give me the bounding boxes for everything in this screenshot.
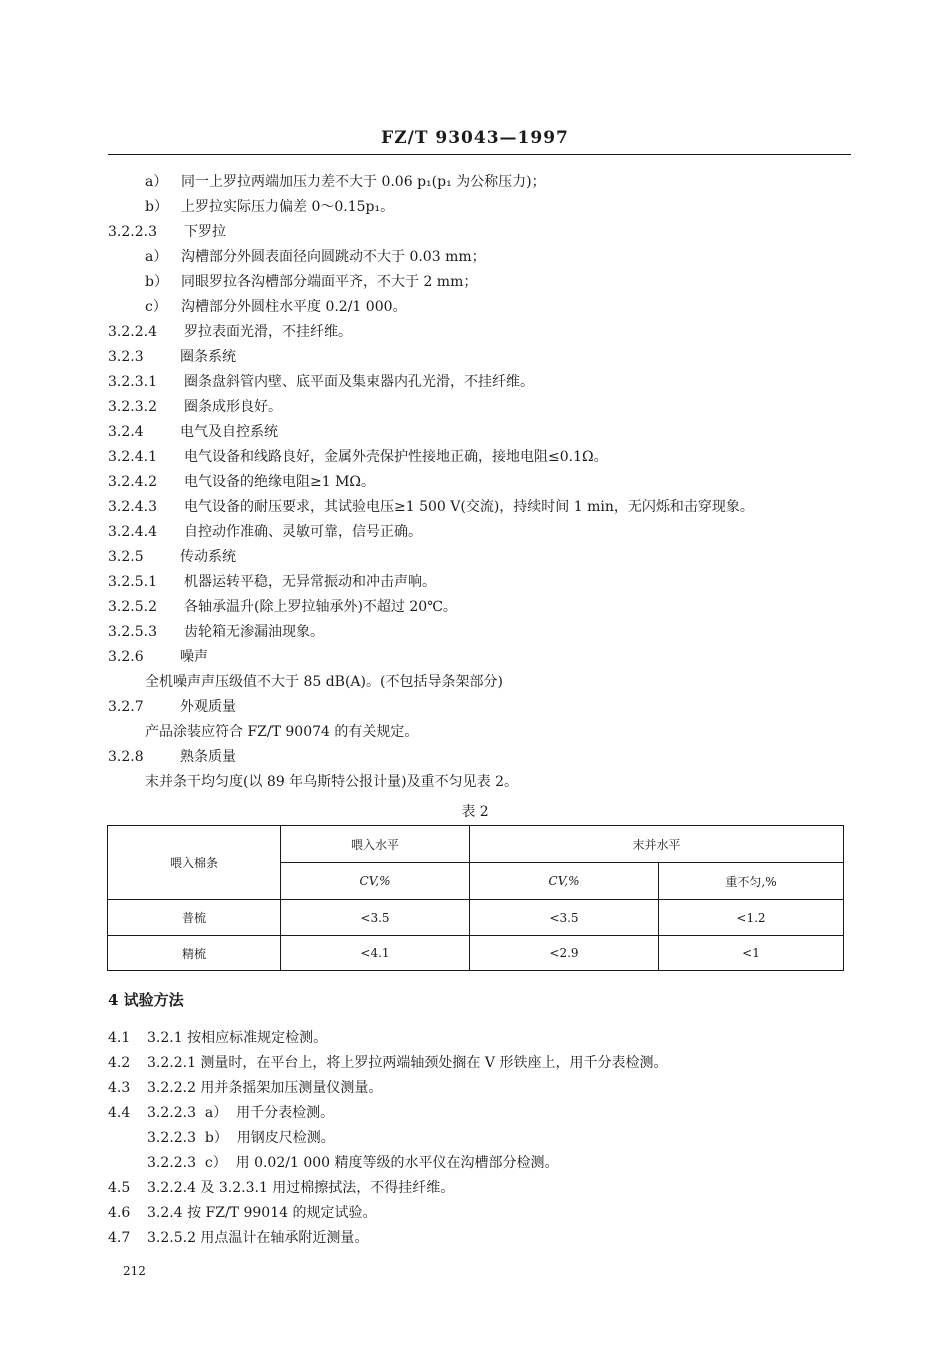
method-text: 3.2.2.3 c） 用 0.02/1 000 精度等级的水平仪在沟槽部分检测。	[147, 1155, 559, 1171]
clause-text: 噪声	[180, 649, 208, 665]
clause-text: 圈条系统	[180, 349, 236, 365]
test-method-item	[108, 1228, 368, 1248]
method-text: 3.2.5.2 用点温计在轴承附近测量。	[147, 1230, 369, 1246]
clause-line	[145, 247, 486, 267]
clause-line	[145, 672, 503, 692]
row-weight: <1	[659, 936, 844, 971]
item-label: b）	[145, 199, 168, 215]
test-method-item	[108, 1203, 376, 1223]
clause-line	[108, 647, 208, 667]
clause-line	[145, 722, 418, 742]
method-text: 3.2.2.2 用并条摇架加压测量仪测量。	[147, 1080, 383, 1096]
clause-number: 3.2.5.1	[108, 574, 157, 590]
clause-number: 3.2.5	[108, 549, 144, 565]
header-rule	[108, 154, 851, 155]
test-method-item	[108, 1153, 559, 1173]
table-subheader-weight: 重不匀,%	[659, 863, 844, 900]
clause-line	[145, 197, 394, 217]
clause-number: 3.2.2.3	[108, 224, 157, 240]
clause-line	[108, 747, 236, 767]
clause-line	[108, 322, 352, 342]
clause-line	[108, 572, 436, 592]
test-method-item	[108, 1053, 667, 1073]
clause-text: 电气及自控系统	[180, 424, 278, 440]
table-subheader-cv: CV,%	[281, 863, 470, 900]
clause-line	[108, 522, 422, 542]
clause-text: 外观质量	[180, 699, 236, 715]
clause-line	[108, 472, 375, 492]
table-header-feed: 喂入棉条	[108, 826, 281, 900]
method-number: 4.3	[108, 1080, 131, 1096]
clause-number: 3.2.4	[108, 424, 144, 440]
method-number: 4.1	[108, 1030, 131, 1046]
clause-text: 圈条盘斜管内壁、底平面及集束器内孔光滑，不挂纤维。	[184, 374, 534, 390]
method-text: 3.2.4 按 FZ/T 99014 的规定试验。	[147, 1205, 377, 1221]
test-method-item	[108, 1128, 335, 1148]
clause-text: 全机噪声声压级值不大于 85 dB(A)。(不包括导条架部分)	[145, 674, 503, 690]
clause-number: 3.2.5.2	[108, 599, 157, 615]
test-method-item	[108, 1178, 454, 1198]
row-weight: <1.2	[659, 900, 844, 936]
row-final-cv: <3.5	[470, 900, 659, 936]
clause-text: 产品涂装应符合 FZ/T 90074 的有关规定。	[145, 724, 419, 740]
clause-text: 电气设备的耐压要求，其试验电压≥1 500 V(交流)，持续时间 1 min，无闪烁和击穿现象。	[184, 499, 754, 515]
clause-line	[108, 622, 324, 642]
method-number: 4.7	[108, 1230, 131, 1246]
clause-text: 自控动作准确、灵敏可靠，信号正确。	[184, 524, 422, 540]
row-final-cv: <2.9	[470, 936, 659, 971]
method-number: 4.5	[108, 1180, 131, 1196]
clause-text: 沟槽部分外圆柱水平度 0.2/1 000。	[181, 299, 407, 315]
item-label: a）	[145, 249, 168, 265]
item-label: c）	[145, 299, 167, 315]
clause-text: 电气设备和线路良好，金属外壳保护性接地正确，接地电阻≤0.1Ω。	[184, 449, 608, 465]
clause-text: 传动系统	[180, 549, 236, 565]
method-text: 3.2.2.3 b） 用钢皮尺检测。	[147, 1130, 335, 1146]
clause-text: 圈条成形良好。	[184, 399, 282, 415]
method-number: 4.6	[108, 1205, 131, 1221]
page-number: 212	[123, 1264, 146, 1278]
clause-number: 3.2.7	[108, 699, 144, 715]
table-subheader-cv: CV,%	[470, 863, 659, 900]
clause-line	[108, 697, 236, 717]
section-4-title: 4 试验方法	[108, 991, 184, 1009]
clause-number: 3.2.4.2	[108, 474, 157, 490]
clause-text: 同眼罗拉各沟槽部分端面平齐，不大于 2 mm；	[181, 274, 478, 290]
item-label: b）	[145, 274, 168, 290]
clause-line	[108, 372, 534, 392]
clause-number: 3.2.3.2	[108, 399, 157, 415]
quality-table	[107, 825, 844, 971]
method-number: 4.2	[108, 1055, 131, 1071]
clause-text: 罗拉表面光滑，不挂纤维。	[184, 324, 352, 340]
test-method-item	[108, 1078, 382, 1098]
clause-line	[145, 172, 546, 192]
clause-number: 3.2.4.1	[108, 449, 157, 465]
item-label: a）	[145, 174, 168, 190]
table-header-feed-level: 喂入水平	[281, 826, 470, 863]
clause-number: 3.2.6	[108, 649, 144, 665]
clause-line	[145, 272, 477, 292]
test-method-item	[108, 1103, 334, 1123]
row-name: 精梳	[108, 936, 281, 971]
clause-line	[108, 422, 278, 442]
clause-number: 3.2.2.4	[108, 324, 157, 340]
row-name: 普梳	[108, 900, 281, 936]
method-text: 3.2.1 按相应标准规定检测。	[147, 1030, 328, 1046]
clause-line	[108, 597, 457, 617]
clause-text: 下罗拉	[184, 224, 226, 240]
standard-code-header: FZ/T 93043—1997	[381, 128, 569, 148]
clause-number: 3.2.8	[108, 749, 144, 765]
clause-text: 末并条干均匀度(以 89 年乌斯特公报计量)及重不匀见表 2。	[145, 774, 518, 790]
clause-line	[108, 497, 754, 517]
clause-line	[145, 772, 518, 792]
method-text: 3.2.2.1 测量时，在平台上，将上罗拉两端轴颈处搁在 V 形铁座上，用千分表检测。	[147, 1055, 668, 1071]
clause-text: 沟槽部分外圆表面径向圆跳动不大于 0.03 mm；	[181, 249, 486, 265]
clause-number: 3.2.3.1	[108, 374, 157, 390]
test-method-item	[108, 1028, 327, 1048]
method-text: 3.2.2.3 a） 用千分表检测。	[147, 1105, 335, 1121]
method-text: 3.2.2.4 及 3.2.3.1 用过棉擦拭法，不得挂纤维。	[147, 1180, 455, 1196]
table-row	[108, 936, 844, 971]
table-row	[108, 900, 844, 936]
table-header-final-level: 末并水平	[470, 826, 844, 863]
clause-line	[108, 397, 282, 417]
clause-text: 同一上罗拉两端加压力差不大于 0.06 p₁(p₁ 为公称压力)；	[181, 174, 546, 190]
clause-line	[145, 297, 407, 317]
clause-text: 上罗拉实际压力偏差 0～0.15p₁。	[181, 199, 395, 215]
clause-text: 机器运转平稳，无异常振动和冲击声响。	[184, 574, 436, 590]
clause-number: 3.2.4.4	[108, 524, 157, 540]
clause-line	[108, 447, 608, 467]
clause-line	[108, 222, 226, 242]
clause-text: 电气设备的绝缘电阻≥1 MΩ。	[184, 474, 376, 490]
clause-text: 各轴承温升(除上罗拉轴承外)不超过 20℃。	[184, 599, 457, 615]
clause-line	[108, 347, 236, 367]
clause-number: 3.2.5.3	[108, 624, 157, 640]
row-feed-cv: <4.1	[281, 936, 470, 971]
clause-text: 齿轮箱无渗漏油现象。	[184, 624, 324, 640]
table-caption: 表 2	[461, 804, 489, 820]
row-feed-cv: <3.5	[281, 900, 470, 936]
clause-line	[108, 547, 236, 567]
clause-number: 3.2.3	[108, 349, 144, 365]
clause-text: 熟条质量	[180, 749, 236, 765]
method-number: 4.4	[108, 1105, 131, 1121]
clause-number: 3.2.4.3	[108, 499, 157, 515]
